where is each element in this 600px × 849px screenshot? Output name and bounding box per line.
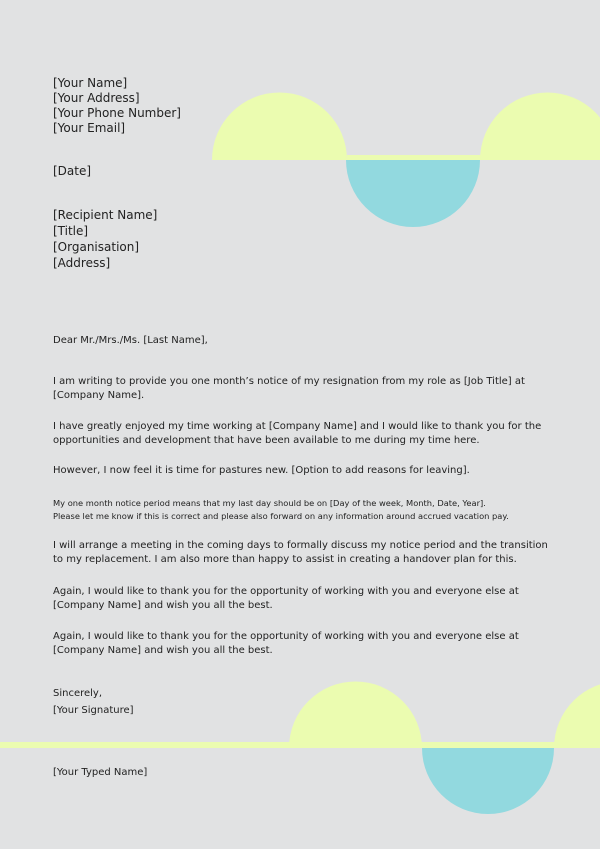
paragraph-line: opportunities and development that have been available to me during my time here. <box>53 435 480 446</box>
sender-block <box>53 76 181 136</box>
paragraph-line: [Company Name] and wish you all the best. <box>53 645 273 656</box>
closing-typed-name: [Your Typed Name] <box>53 767 148 778</box>
paragraph-line: Again, I would like to thank you for the opportunity of working with you and everyone else at <box>53 631 519 642</box>
closing-signature: [Your Signature] <box>53 705 134 716</box>
salutation: Dear Mr./Mrs./Ms. [Last Name], <box>53 335 208 346</box>
recipient-title: [Title] <box>53 224 89 238</box>
top-teal-semicircle <box>346 160 480 227</box>
top-yellow-bar <box>347 155 481 160</box>
paragraph-line: I have greatly enjoyed my time working at [Company Name] and I would like to thank you for the <box>53 421 542 432</box>
paragraph-handover <box>53 539 548 567</box>
sender-phone: [Your Phone Number] <box>53 106 181 120</box>
letter-date: [Date] <box>53 164 92 178</box>
paragraph-thanks <box>53 420 541 448</box>
bottom-yellow-semicircle-left <box>289 682 422 749</box>
closing-sincerely: Sincerely, <box>53 688 103 699</box>
paragraph-closing-thanks <box>53 585 519 613</box>
paragraph-line: I am writing to provide you one month’s notice of my resignation from my role as [Job Title] at <box>53 376 525 387</box>
sender-address: [Your Address] <box>53 91 140 105</box>
paragraph-line: to my replacement. I am also more than happy to assist in creating a handover plan for this. <box>53 554 517 565</box>
paragraph-line: [Company Name]. <box>53 390 145 401</box>
paragraph-line: [Company Name] and wish you all the best. <box>53 600 273 611</box>
recipient-block <box>53 207 157 271</box>
paragraph-line: My one month notice period means that my last day should be on [Day of the week, Month, Date, Year]. <box>53 498 486 508</box>
paragraph-notice <box>53 375 525 403</box>
recipient-address: [Address] <box>53 256 111 270</box>
paragraph-line: I will arrange a meeting in the coming days to formally discuss my notice period and the transition <box>53 540 548 551</box>
bottom-yellow-semicircle-right <box>554 681 600 748</box>
sender-email: [Your Email] <box>53 121 126 135</box>
top-yellow-semicircle-right <box>480 93 600 160</box>
paragraph-notice-period <box>53 497 509 523</box>
paragraph-line: However, I now feel it is time for pastures new. [Option to add reasons for leaving]. <box>53 465 470 476</box>
sender-name: [Your Name] <box>53 76 128 90</box>
paragraph-closing-thanks-repeat <box>53 630 519 658</box>
paragraph-line: Please let me know if this is correct and please also forward on any information around accrued vacation pay. <box>53 511 509 521</box>
recipient-organisation: [Organisation] <box>53 240 140 254</box>
paragraph-line: Again, I would like to thank you for the opportunity of working with you and everyone else at <box>53 586 519 597</box>
top-yellow-semicircle-left <box>212 93 347 161</box>
bottom-teal-semicircle <box>422 748 554 814</box>
paragraph-reasons <box>53 464 470 478</box>
recipient-name: [Recipient Name] <box>53 208 158 222</box>
